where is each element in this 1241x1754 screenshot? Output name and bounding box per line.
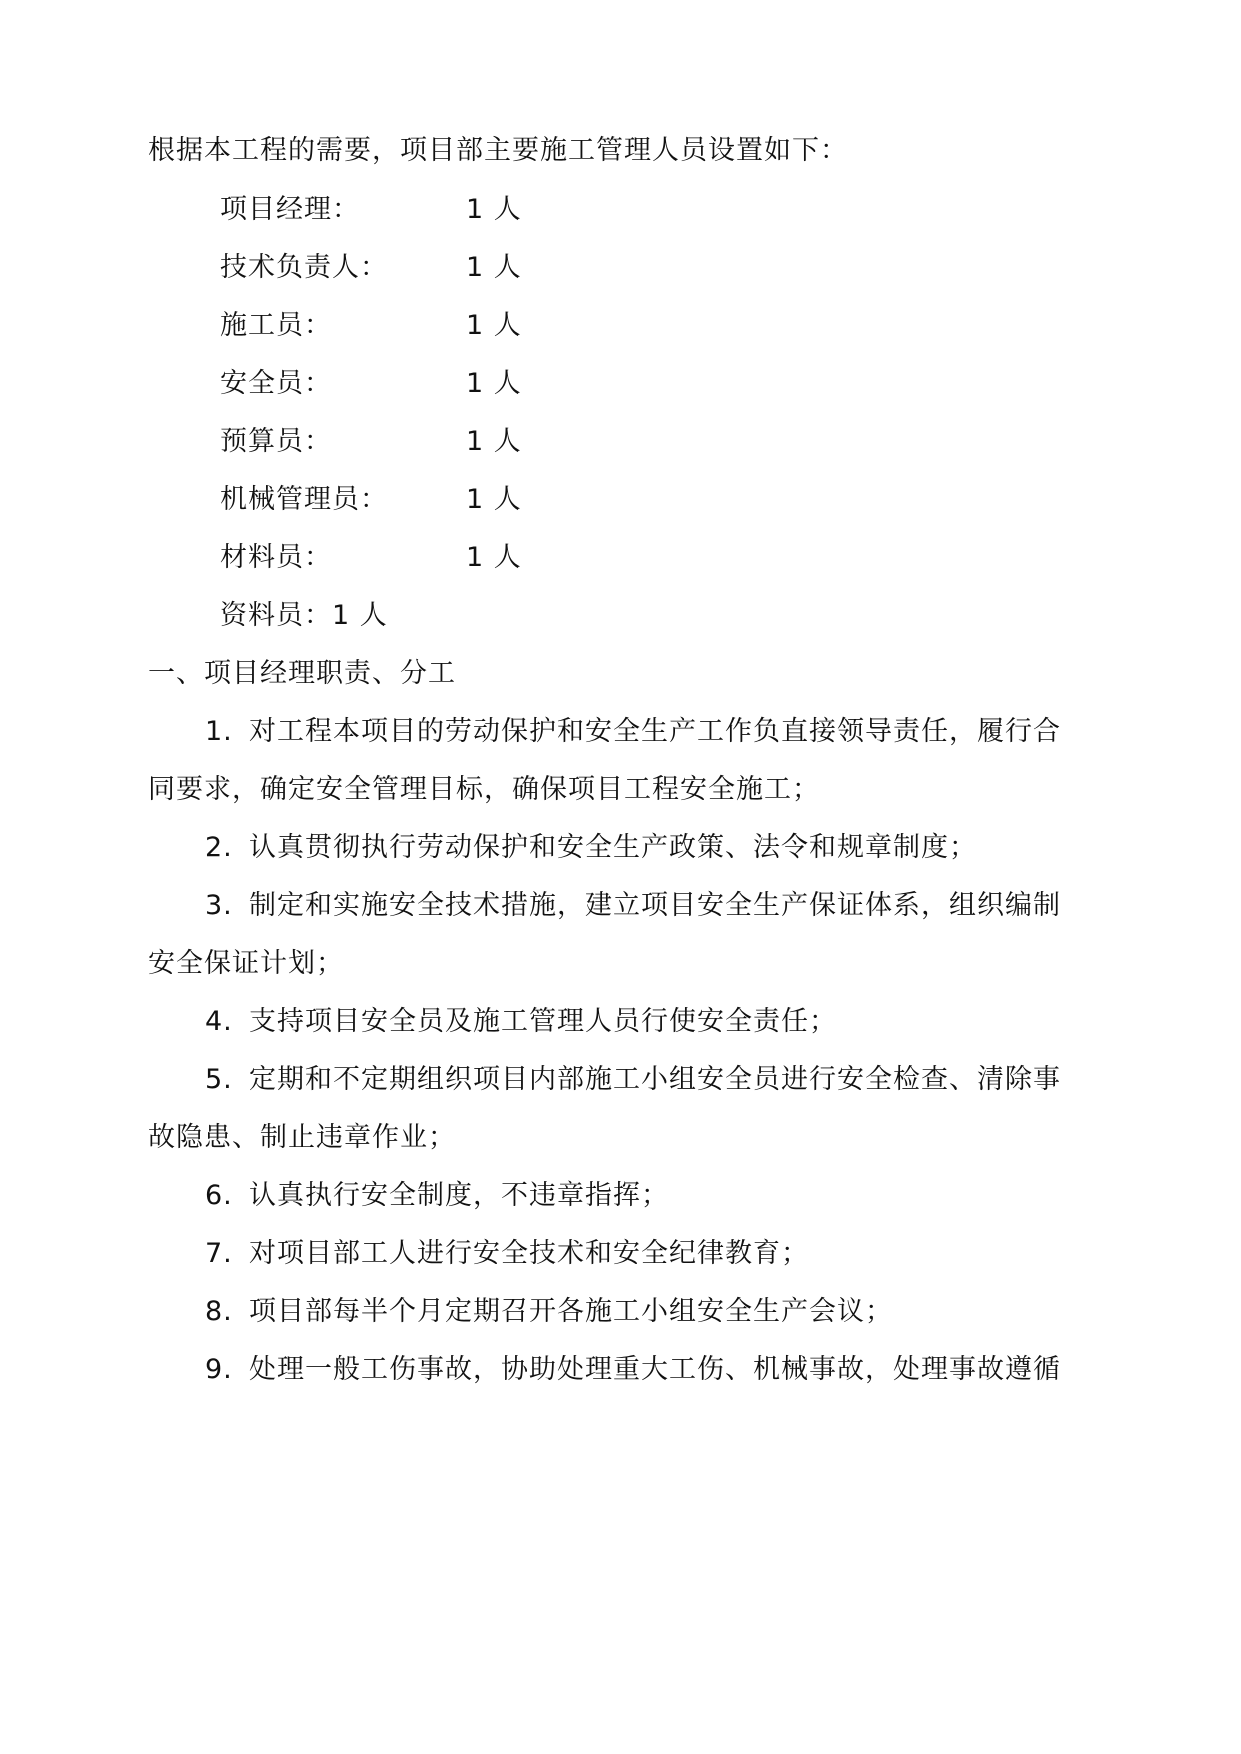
duty-item [205, 886, 1105, 926]
staff-row [220, 306, 522, 346]
duty-item [205, 1176, 1105, 1216]
staff-count: 1 人 [466, 194, 522, 225]
duty-item [205, 1002, 1105, 1042]
duty-text: 认真贯彻执行劳动保护和安全生产政策、法令和规章制度； [249, 832, 977, 863]
intro-paragraph: 根据本工程的需要，项目部主要施工管理人员设置如下： [148, 135, 848, 166]
staff-count: 1 人 [466, 310, 522, 341]
staff-count: 1 人 [466, 426, 522, 457]
staff-count: 1 人 [466, 252, 522, 283]
duty-number: 1. [205, 716, 233, 747]
duty-number: 2. [205, 832, 233, 863]
staff-row [220, 364, 522, 404]
duty-continuation: 安全保证计划； [148, 948, 344, 979]
staff-count: 1 人 [466, 368, 522, 399]
duty-text: 制定和实施安全技术措施，建立项目安全生产保证体系，组织编制 [249, 890, 1061, 921]
duty-number: 6. [205, 1180, 233, 1211]
section-heading: 一、项目经理职责、分工 [148, 658, 456, 689]
staff-row [220, 480, 522, 520]
staff-role: 机械管理员： [220, 484, 388, 515]
staff-count: 1 人 [466, 484, 522, 515]
duty-text: 认真执行安全制度，不违章指挥； [249, 1180, 669, 1211]
staff-row [220, 248, 522, 288]
staff-role: 施工员： [220, 310, 332, 341]
duty-item [205, 1350, 1105, 1390]
staff-role: 安全员： [220, 368, 332, 399]
duty-text: 支持项目安全员及施工管理人员行使安全责任； [249, 1006, 837, 1037]
duty-continuation: 同要求，确定安全管理目标，确保项目工程安全施工； [148, 774, 820, 805]
staff-count: 1 人 [466, 542, 522, 573]
duty-number: 5. [205, 1064, 233, 1095]
duty-item [205, 1234, 1105, 1274]
duty-number: 7. [205, 1238, 233, 1269]
duty-text: 对工程本项目的劳动保护和安全生产工作负直接领导责任，履行合 [249, 716, 1061, 747]
staff-row-last: 资料员：1 人 [220, 600, 388, 631]
duty-number: 3. [205, 890, 233, 921]
duty-number: 9. [205, 1354, 233, 1385]
staff-row [220, 538, 522, 578]
duty-text: 定期和不定期组织项目内部施工小组安全员进行安全检查、清除事 [249, 1064, 1061, 1095]
staff-role: 预算员： [220, 426, 332, 457]
duty-text: 项目部每半个月定期召开各施工小组安全生产会议； [249, 1296, 893, 1327]
duty-continuation: 故隐患、制止违章作业； [148, 1122, 456, 1153]
duty-number: 8. [205, 1296, 233, 1327]
duty-text: 对项目部工人进行安全技术和安全纪律教育； [249, 1238, 809, 1269]
staff-role: 技术负责人： [220, 252, 388, 283]
duty-item [205, 1060, 1105, 1100]
staff-role: 项目经理： [220, 194, 360, 225]
staff-row [220, 422, 522, 462]
staff-role: 材料员： [220, 542, 332, 573]
duty-text: 处理一般工伤事故，协助处理重大工伤、机械事故，处理事故遵循 [249, 1354, 1061, 1385]
duty-number: 4. [205, 1006, 233, 1037]
duty-item [205, 1292, 1105, 1332]
staff-row [220, 190, 522, 230]
duty-item [205, 712, 1105, 752]
duty-item [205, 828, 1105, 868]
